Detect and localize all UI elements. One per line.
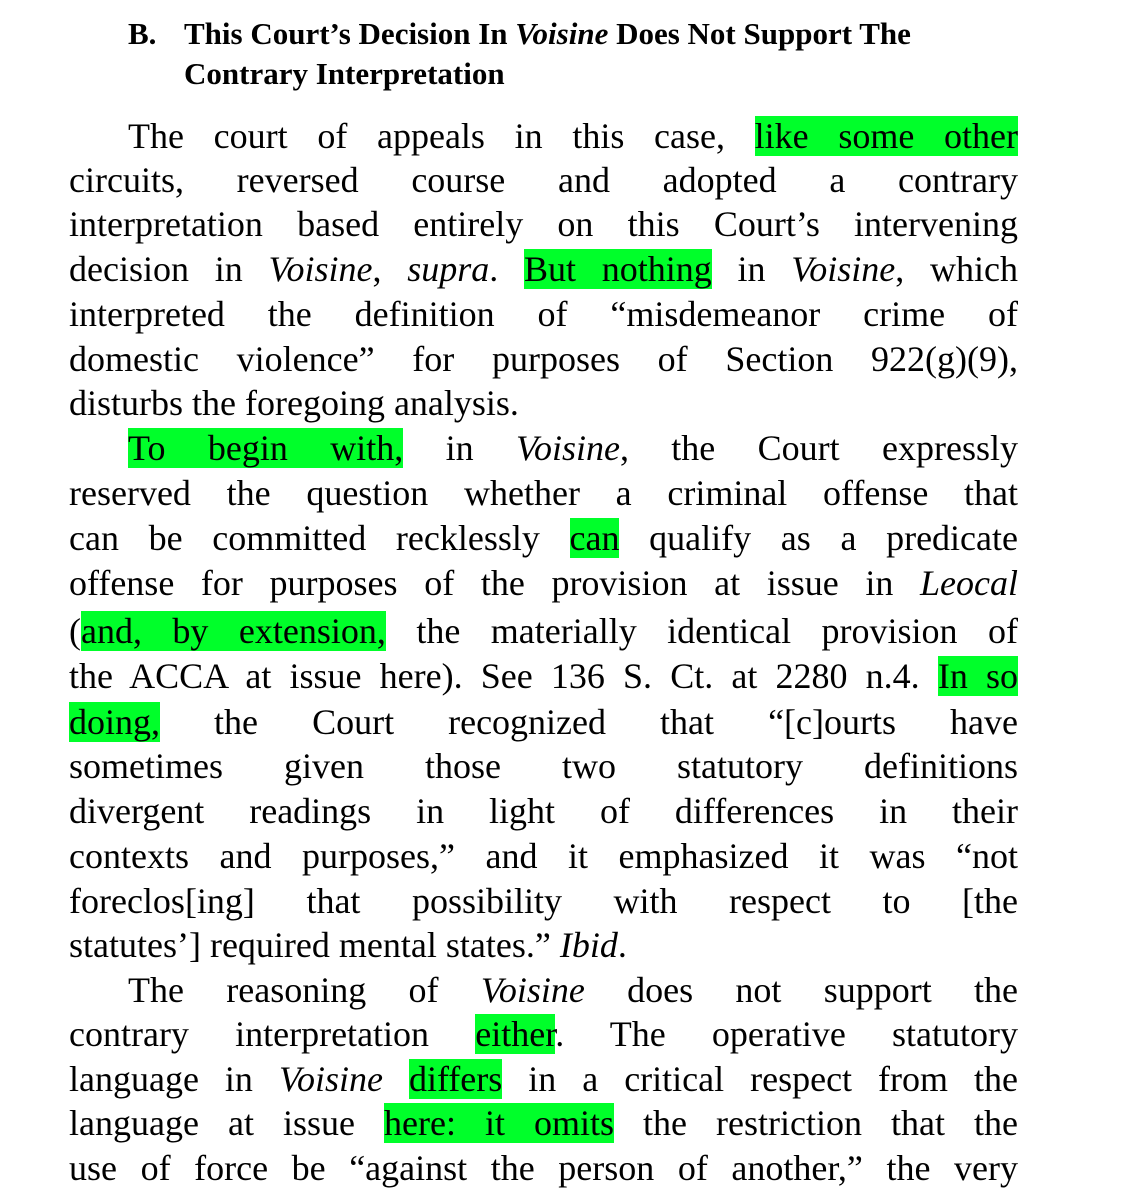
- text-line: [128, 968, 1018, 1013]
- italic-text: Voisine: [791, 249, 896, 289]
- text-run: . The operative statutory: [555, 1014, 1018, 1054]
- text-run: interpretation based entirely on this Court’s intervening: [69, 204, 1018, 244]
- highlighted-text: doing,: [69, 702, 161, 742]
- text-line: [69, 834, 1018, 879]
- section-heading: [128, 14, 1028, 94]
- italic-text: Voisine: [515, 428, 620, 468]
- text-run: sometimes given those two statutory definitions: [69, 746, 1018, 786]
- text-run: decision in: [69, 249, 269, 289]
- text-line: [128, 426, 1018, 471]
- italic-text: Voisine: [268, 249, 373, 289]
- text-run: use of force be “against the person of another,” the very: [69, 1148, 1018, 1188]
- text-run: The reasoning of: [128, 970, 481, 1010]
- text-run: .: [489, 249, 524, 289]
- highlighted-text: here: it omits: [384, 1103, 615, 1143]
- text-run: in: [711, 249, 792, 289]
- highlighted-text: differs: [408, 1059, 503, 1099]
- text-line: [69, 654, 1018, 699]
- text-run: does not support the: [584, 970, 1018, 1010]
- text-run: the ACCA at issue here). See 136 S. Ct. at 2280 n.4.: [69, 656, 938, 696]
- text-run: foreclos[ing] that possibility with respect to [the: [69, 881, 1018, 921]
- text-line: [69, 879, 1018, 924]
- text-run: in a critical respect from the: [502, 1059, 1019, 1099]
- text-line: [69, 158, 1018, 203]
- text-run: divergent readings in light of differences in their: [69, 791, 1018, 831]
- heading-text-start: This Court’s Decision In: [184, 16, 516, 51]
- heading-case-name: Voisine: [515, 16, 609, 51]
- text-run: ,: [372, 249, 408, 289]
- text-run: reserved the question whether a criminal offense that: [69, 473, 1018, 513]
- italic-text: supra: [407, 249, 490, 289]
- text-run: contrary interpretation: [69, 1014, 476, 1054]
- text-line: [69, 202, 1018, 247]
- text-line: [69, 1146, 1018, 1191]
- text-line: [69, 1057, 1018, 1102]
- highlighted-text: But nothing: [524, 249, 712, 289]
- text-line: [69, 381, 1018, 426]
- text-line: [69, 471, 1018, 516]
- text-run: (: [69, 611, 81, 651]
- text-run: interpreted the definition of “misdemeanor crime of: [69, 294, 1018, 334]
- text-run: in: [403, 428, 516, 468]
- highlighted-text: To begin with,: [128, 428, 404, 468]
- text-run: .: [617, 925, 627, 965]
- heading-text-end: Does Not Support The: [608, 16, 911, 51]
- highlighted-text: either: [475, 1014, 556, 1054]
- text-run: language at issue: [69, 1103, 384, 1143]
- text-run: domestic violence” for purposes of Section 922(g)(9),: [69, 339, 1018, 379]
- italic-text: Voisine: [480, 970, 585, 1010]
- italic-text: Ibid: [559, 925, 618, 965]
- text-line: [69, 1101, 1018, 1146]
- highlighted-text: can: [569, 518, 620, 558]
- text-run: qualify as a predicate: [619, 518, 1018, 558]
- text-run: , the Court expressly: [619, 428, 1018, 468]
- text-run: language in: [69, 1059, 279, 1099]
- text-line: [128, 114, 1018, 159]
- text-run: [383, 1059, 409, 1099]
- text-run: contexts and purposes,” and it emphasized it was “not: [69, 836, 1018, 876]
- text-line: [69, 516, 1018, 561]
- text-run: , which: [895, 249, 1018, 289]
- text-line: [69, 561, 1018, 606]
- text-run: offense for purposes of the provision at issue in: [69, 563, 921, 603]
- highlighted-text: In so: [937, 656, 1019, 696]
- text-line: [69, 789, 1018, 834]
- text-line: [69, 923, 1018, 968]
- text-run: statutes’] required mental states.”: [69, 925, 560, 965]
- text-line: [69, 247, 1018, 292]
- text-line: [69, 1012, 1018, 1057]
- text-run: the materially identical provision of: [385, 611, 1018, 651]
- text-run: can be committed recklessly: [69, 518, 570, 558]
- text-line: [69, 700, 1018, 745]
- text-line: [69, 337, 1018, 382]
- text-line: [69, 609, 1018, 654]
- text-run: disturbs the foregoing analysis.: [69, 383, 519, 423]
- italic-text: Leocal: [920, 563, 1018, 603]
- text-run: the restriction that the: [614, 1103, 1019, 1143]
- highlighted-text: and, by extension,: [81, 611, 386, 651]
- text-run: the Court recognized that “[c]ourts have: [160, 702, 1018, 742]
- italic-text: Voisine: [278, 1059, 383, 1099]
- text-line: [69, 744, 1018, 789]
- highlighted-text: like some other: [754, 116, 1018, 156]
- text-run: The court of appeals in this case,: [128, 116, 755, 156]
- heading-line-2: Contrary Interpretation: [184, 56, 505, 91]
- section-letter: B.: [128, 16, 157, 51]
- text-line: [69, 292, 1018, 337]
- text-run: circuits, reversed course and adopted a contrary: [69, 160, 1018, 200]
